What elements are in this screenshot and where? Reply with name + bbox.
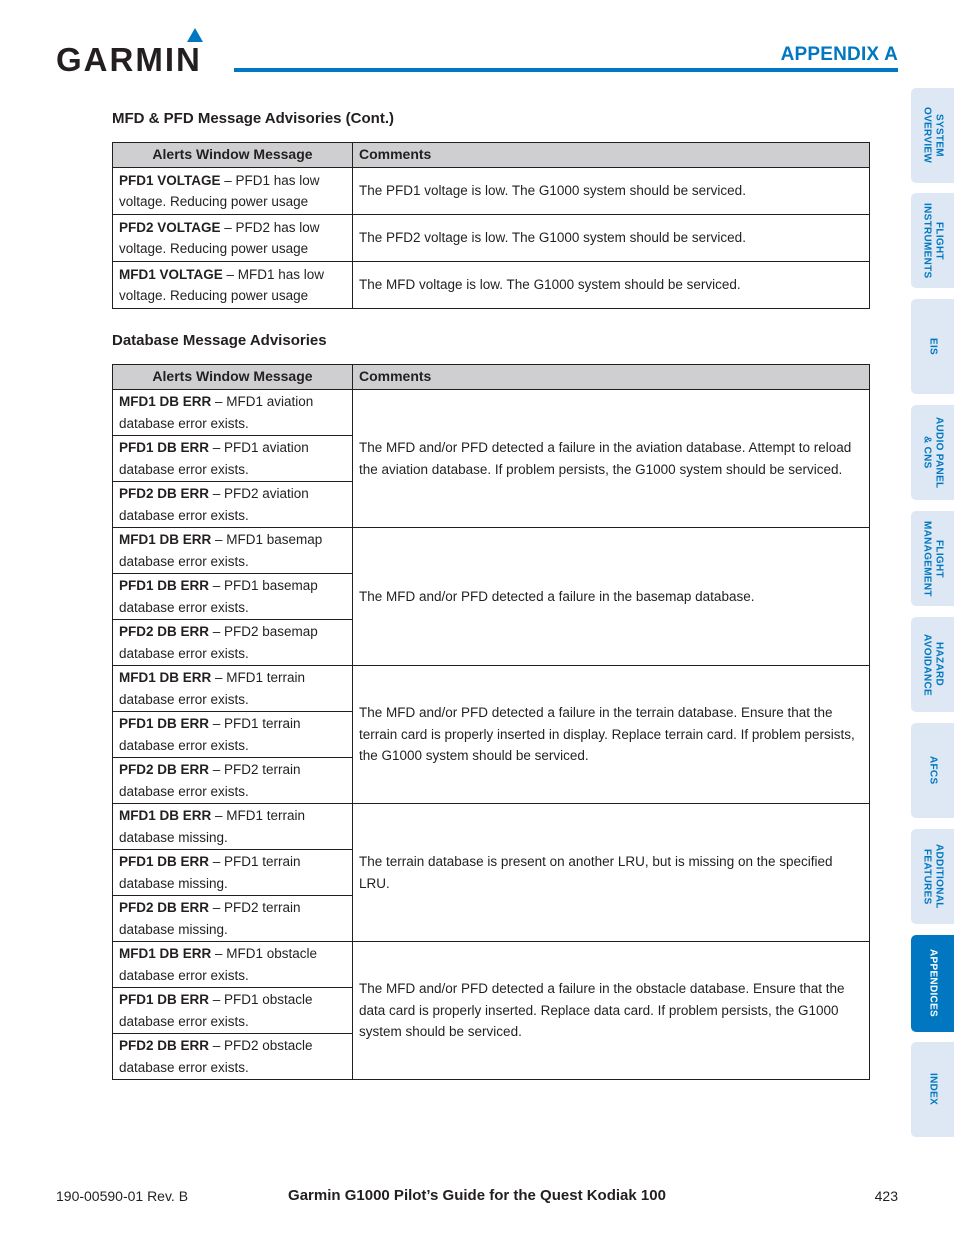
comment-cell: The MFD and/or PFD detected a failure in the obstacle database. Ensure that the data card is properly inserted. Replace data card. If problem persists, the G1000 system should be serviced. [353, 942, 870, 1080]
mfd-pfd-advisories-table [112, 142, 870, 309]
tab-label: AFCS [927, 756, 939, 785]
alert-name: PFD2 DB ERR [119, 1038, 210, 1053]
tab-additional-features[interactable] [911, 829, 954, 924]
alert-description: – PFD1 aviation database error exists. [119, 440, 309, 477]
comment-cell: The terrain database is present on another LRU, but is missing on the specified LRU. [353, 804, 870, 942]
alert-name: PFD1 DB ERR [119, 992, 210, 1007]
alert-name: PFD1 DB ERR [119, 716, 210, 731]
alert-name: MFD1 DB ERR [119, 532, 212, 547]
alert-description: – PFD2 basemap database error exists. [119, 624, 318, 661]
tab-audio-panel-cns[interactable] [911, 405, 954, 500]
table-row [113, 215, 870, 262]
alert-name: MFD1 DB ERR [119, 808, 212, 823]
alert-description: – PFD2 terrain database missing. [119, 900, 301, 937]
alert-description: – PFD1 has low voltage. Reducing power usage [119, 172, 320, 209]
alert-description: – PFD1 basemap database error exists. [119, 578, 318, 615]
alert-message-cell [113, 942, 353, 988]
tab-label: EIS [927, 337, 939, 356]
database-advisories-table [112, 364, 870, 1080]
comment-cell: The PFD1 voltage is low. The G1000 system should be serviced. [353, 168, 870, 215]
alert-message-cell [113, 988, 353, 1034]
column-header-comments: Comments [353, 143, 870, 168]
tab-index[interactable] [911, 1042, 954, 1137]
comment-cell: The MFD and/or PFD detected a failure in the basemap database. [353, 528, 870, 666]
alert-name: PFD2 DB ERR [119, 762, 210, 777]
alert-description: – MFD1 terrain database error exists. [119, 670, 306, 707]
alert-message-cell [113, 1034, 353, 1080]
alert-message-cell [113, 436, 353, 482]
comment-cell: The MFD voltage is low. The G1000 system should be serviced. [353, 262, 870, 309]
appendix-title: APPENDIX A [780, 44, 898, 65]
alert-message-cell [113, 262, 353, 309]
column-header-alerts: Alerts Window Message [113, 365, 353, 390]
alert-message-cell [113, 758, 353, 804]
alert-name: PFD1 DB ERR [119, 578, 210, 593]
alert-message-cell [113, 168, 353, 215]
garmin-logo-mark [56, 26, 220, 76]
alert-description: – PFD2 has low voltage. Reducing power usage [119, 219, 320, 256]
table-row [113, 666, 870, 712]
table-row [113, 168, 870, 215]
alert-description: – MFD1 aviation database error exists. [119, 394, 314, 431]
tab-hazard-avoidance[interactable] [911, 617, 954, 712]
column-header-alerts: Alerts Window Message [113, 143, 353, 168]
alert-name: PFD2 DB ERR [119, 900, 210, 915]
tab-label: INDEX [927, 1073, 939, 1106]
alert-name: PFD1 DB ERR [119, 440, 210, 455]
alert-name: PFD1 VOLTAGE [119, 172, 221, 188]
alert-description: – PFD1 terrain database error exists. [119, 716, 301, 753]
alert-name: PFD2 DB ERR [119, 624, 210, 639]
tab-label: APPENDICES [927, 949, 939, 1018]
alert-message-cell [113, 528, 353, 574]
alert-message-cell [113, 215, 353, 262]
section-heading-mfd-pfd: MFD & PFD Message Advisories (Cont.) [112, 110, 394, 127]
alert-message-cell [113, 804, 353, 850]
alert-description: – MFD1 has low voltage. Reducing power usage [119, 266, 325, 303]
alert-message-cell [113, 574, 353, 620]
tab-eis[interactable] [911, 299, 954, 394]
alert-name: PFD1 DB ERR [119, 854, 210, 869]
table-row [113, 804, 870, 850]
alert-message-cell [113, 620, 353, 666]
tab-appendices[interactable] [911, 935, 954, 1032]
comment-cell: The MFD and/or PFD detected a failure in the aviation database. Attempt to reload the aviation database. If problem persists, the G1000 system should be serviced. [353, 390, 870, 528]
tab-flight-instruments[interactable] [911, 193, 954, 288]
section-heading-database: Database Message Advisories [112, 332, 327, 349]
alert-description: – PFD2 obstacle database error exists. [119, 1038, 313, 1075]
alert-description: – PFD1 obstacle database error exists. [119, 992, 313, 1029]
footer-doc-number: 190-00590-01 Rev. B [56, 1188, 189, 1204]
comment-cell: The PFD2 voltage is low. The G1000 system should be serviced. [353, 215, 870, 262]
comment-cell: The MFD and/or PFD detected a failure in the terrain database. Ensure that the terrain card is properly inserted in display. Replace terrain card. If problem persists, the G1000 system should be serviced. [353, 666, 870, 804]
table-row [113, 262, 870, 309]
alert-message-cell [113, 390, 353, 436]
column-header-comments: Comments [353, 365, 870, 390]
alert-description: – PFD1 terrain database missing. [119, 854, 301, 891]
brand-wordmark: GARMIN [56, 41, 202, 76]
alert-name: MFD1 VOLTAGE [119, 266, 223, 282]
table-row [113, 390, 870, 436]
alert-name: PFD2 VOLTAGE [119, 219, 221, 235]
alert-description: – PFD2 terrain database error exists. [119, 762, 301, 799]
alert-message-cell [113, 712, 353, 758]
footer-page-number: 423 [874, 1188, 898, 1204]
tab-label: SYSTEM OVERVIEW [921, 107, 945, 164]
alert-name: MFD1 DB ERR [119, 394, 212, 409]
alert-description: – PFD2 aviation database error exists. [119, 486, 309, 523]
header-rule [234, 68, 898, 72]
alert-name: PFD2 DB ERR [119, 486, 210, 501]
alert-description: – MFD1 basemap database error exists. [119, 532, 323, 569]
tab-flight-management[interactable] [911, 511, 954, 606]
alert-description: – MFD1 terrain database missing. [119, 808, 306, 845]
tab-label: AUDIO PANEL & CNS [921, 416, 945, 489]
alert-description: – MFD1 obstacle database error exists. [119, 946, 318, 983]
tab-label: ADDITIONAL FEATURES [921, 844, 945, 909]
table-row [113, 942, 870, 988]
alert-name: MFD1 DB ERR [119, 946, 212, 961]
tab-afcs[interactable] [911, 723, 954, 818]
tab-label: FLIGHT MANAGEMENT [921, 520, 945, 597]
garmin-logo [56, 26, 220, 76]
alert-message-cell [113, 666, 353, 712]
tab-label: FLIGHT INSTRUMENTS [921, 202, 945, 279]
tab-label: HAZARD AVOIDANCE [921, 633, 945, 696]
alert-message-cell [113, 896, 353, 942]
alert-name: MFD1 DB ERR [119, 670, 212, 685]
tab-system-overview[interactable] [911, 88, 954, 183]
footer-title: Garmin G1000 Pilot’s Guide for the Quest Kodiak 100 [288, 1187, 666, 1204]
alert-message-cell [113, 850, 353, 896]
table-row [113, 528, 870, 574]
alert-message-cell [113, 482, 353, 528]
